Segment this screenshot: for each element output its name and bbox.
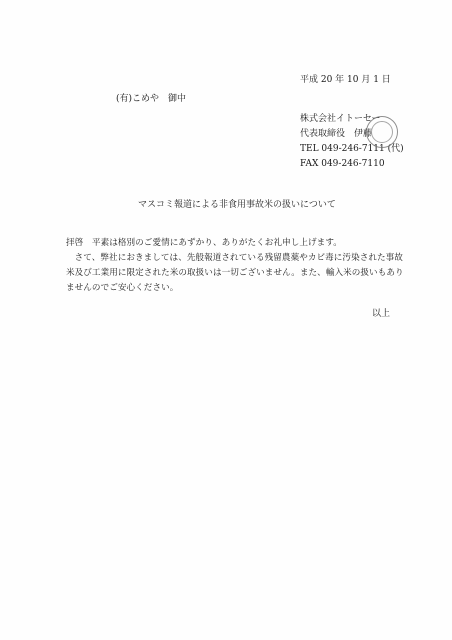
sender-company: 株式会社イトーセー (300, 114, 381, 124)
sender-representative: 代表取締役 伊藤 (300, 129, 373, 139)
seal-inner-ring (371, 121, 393, 143)
body-line: ませんのでご安心ください。 (66, 283, 179, 293)
letter-subject: マスコミ報道による非食用事故米の扱いについて (138, 200, 336, 210)
sender-fax: FAX 049-246-7110 (300, 159, 385, 169)
body-line: さて、弊社におきましては、先般報道されている残留農薬やカビ毒に汚染された事故 (66, 253, 403, 263)
body-line: 拝啓 平素は格別のご愛情にあずかり、ありがたくお礼申し上げます。 (66, 238, 342, 248)
letter-body (66, 236, 404, 296)
sender-tel: TEL 049-246-7111 (代) (300, 144, 404, 154)
letter-closing: 以上 (372, 309, 391, 319)
company-seal-stamp (366, 116, 398, 148)
recipient-name: (有)こめや 御中 (116, 94, 187, 104)
letter-date: 平成 20 年 10 月 1 日 (300, 75, 391, 85)
body-line: 米及び工業用に限定された米の取扱いは一切ございません。また、輸入米の扱いもあり (66, 268, 404, 278)
